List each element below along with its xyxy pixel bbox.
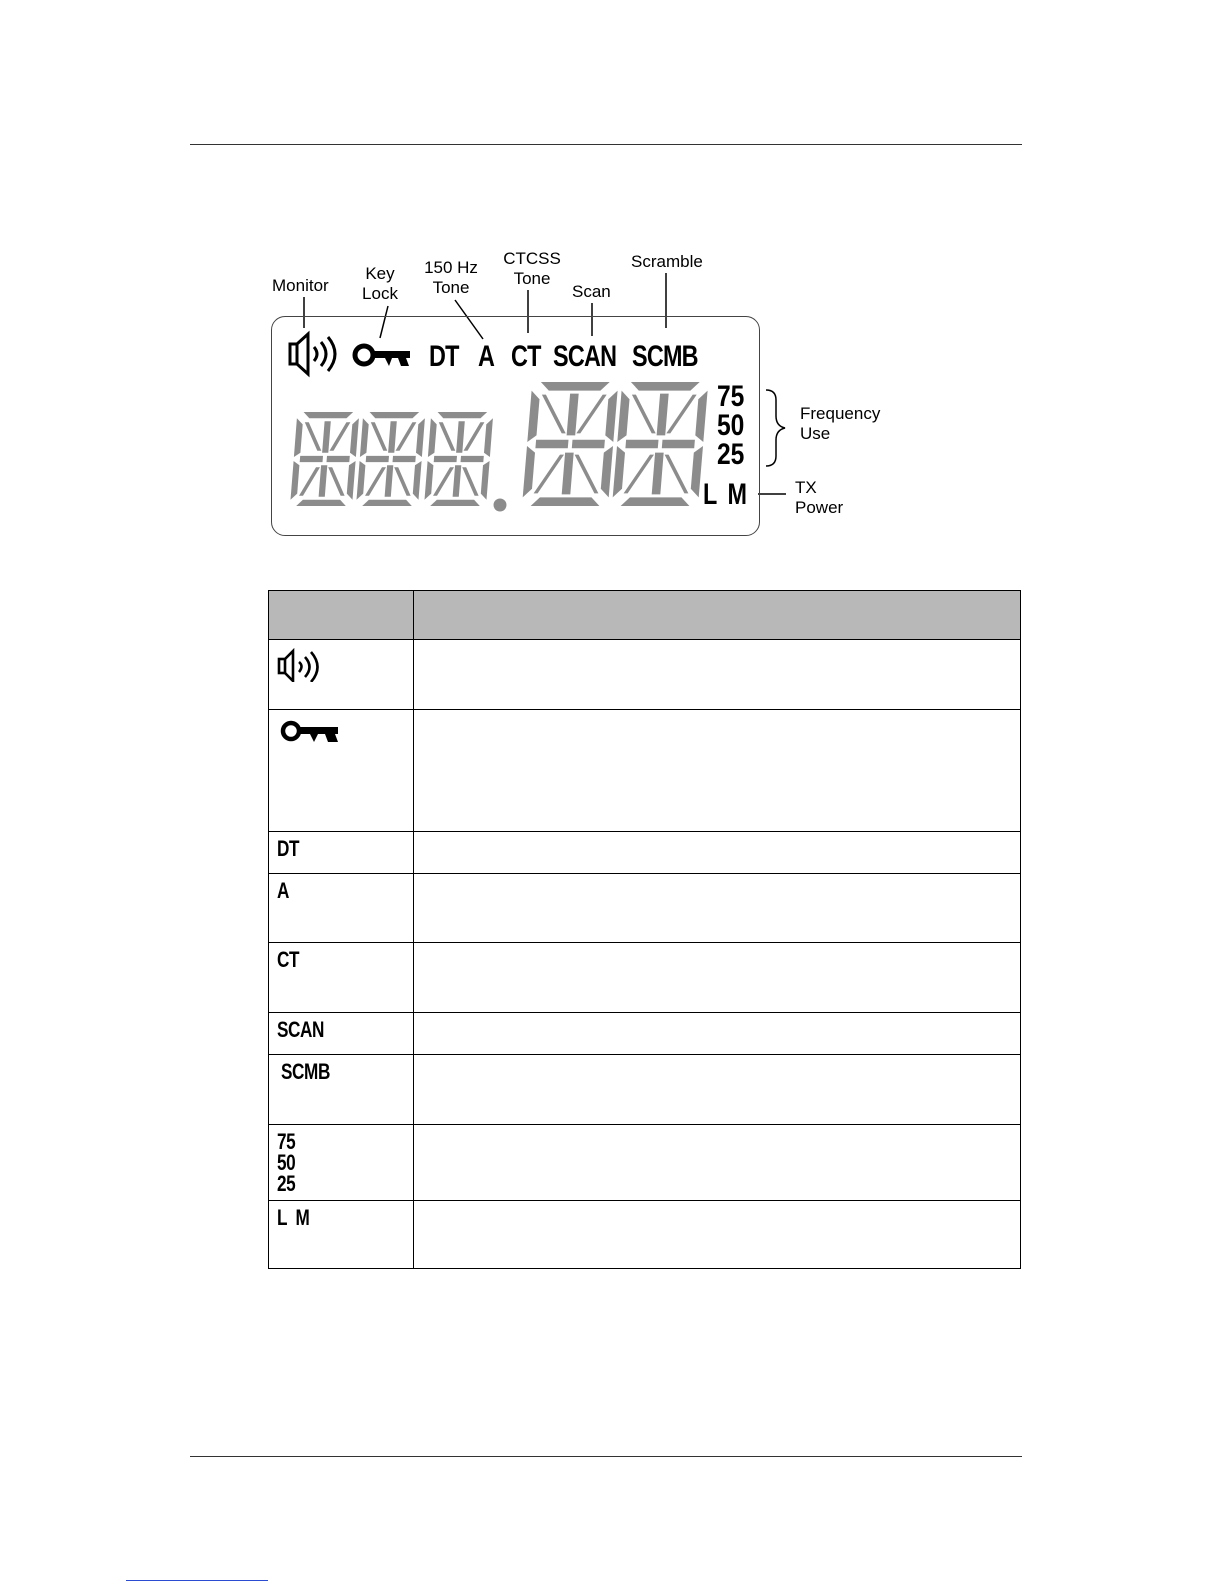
- header-symbol: [269, 591, 414, 640]
- indicator-freq-50: 50: [717, 409, 745, 442]
- callout-ctcss-tone: CTCSS Tone: [503, 249, 561, 288]
- callout-monitor: Monitor: [272, 276, 329, 295]
- callout-frequency-use: Frequency Use: [800, 404, 881, 443]
- callout-tx-power: TX Power: [795, 478, 844, 517]
- row-description: [414, 832, 1021, 874]
- indicator-scan: SCAN: [553, 340, 617, 373]
- table-row: [269, 832, 1021, 874]
- row-description: [414, 1201, 1021, 1269]
- table-row: [269, 1201, 1021, 1269]
- symbol-dt: DT: [277, 836, 300, 861]
- row-description: [414, 874, 1021, 943]
- header-description: [414, 591, 1021, 640]
- row-description: [414, 710, 1021, 832]
- lcd-legend-table: [268, 590, 1021, 1269]
- callout-scramble: Scramble: [631, 252, 703, 271]
- symbol-scan: SCAN: [277, 1017, 325, 1042]
- key-icon: [277, 716, 343, 746]
- table-row: [269, 640, 1021, 710]
- table-row: [269, 1125, 1021, 1201]
- symbol-power: L M: [277, 1205, 310, 1230]
- indicator-a: A: [478, 340, 495, 373]
- indicator-freq-25: 25: [717, 438, 745, 471]
- table-row: [269, 1013, 1021, 1055]
- row-description: [414, 1013, 1021, 1055]
- table-row: [269, 943, 1021, 1013]
- indicator-dt: DT: [429, 340, 459, 373]
- footer-link-underline: [126, 1580, 268, 1581]
- symbol-scmb: SCMB: [281, 1059, 330, 1084]
- table-header-row: [269, 591, 1021, 640]
- row-description: [414, 943, 1021, 1013]
- table-row: [269, 874, 1021, 943]
- indicator-scmb: SCMB: [632, 340, 698, 373]
- symbol-frequency: 75 50 25: [277, 1129, 296, 1196]
- callout-key-lock: Key Lock: [362, 264, 398, 303]
- speaker-sound-icon: [277, 646, 329, 682]
- table-row: [269, 710, 1021, 832]
- indicator-ct: CT: [511, 340, 541, 373]
- row-description: [414, 1125, 1021, 1201]
- footer-rule: [190, 1456, 1022, 1457]
- symbol-a: A: [277, 878, 290, 903]
- row-description: [414, 640, 1021, 710]
- table-row: [269, 1055, 1021, 1125]
- callout-scan: Scan: [572, 282, 611, 301]
- callout-150hz-tone: 150 Hz Tone: [424, 258, 478, 297]
- indicator-power: L M: [703, 478, 747, 511]
- indicator-freq-75: 75: [717, 380, 745, 413]
- row-description: [414, 1055, 1021, 1125]
- frequency-brace: [766, 390, 785, 466]
- symbol-ct: CT: [277, 947, 300, 972]
